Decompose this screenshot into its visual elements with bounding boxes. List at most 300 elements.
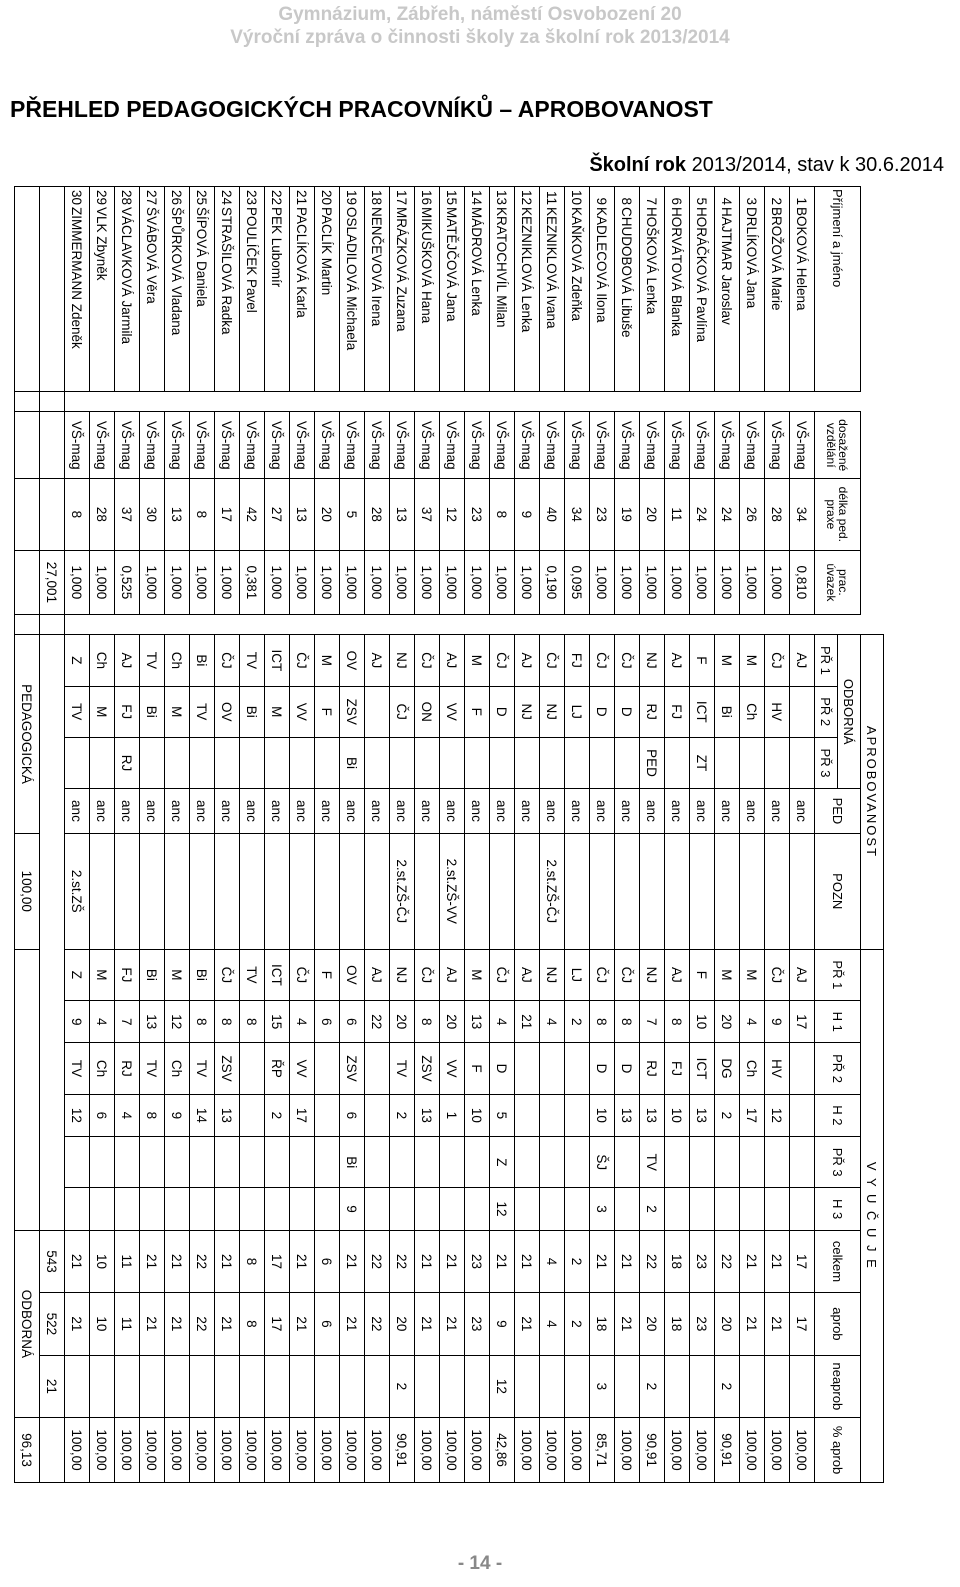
cell-a1: OV [340, 635, 365, 686]
odborna-header: ODBORNÁ [838, 635, 861, 789]
cell-p1: NJ [390, 949, 415, 1000]
cell-aprob: 2 [565, 1293, 590, 1355]
cell-a1: ČJ [415, 635, 440, 686]
cell-p1: ČJ [615, 949, 640, 1000]
cell-edu: VŠ-mag [415, 412, 440, 479]
table-row [590, 187, 615, 1483]
cell-edu: VŠ-mag [715, 412, 740, 479]
cell-pozn [140, 833, 165, 949]
cell-edu: VŠ-mag [215, 412, 240, 479]
cell-a3: RJ [115, 737, 140, 788]
cell-years: 13 [290, 479, 315, 550]
cell-p3 [615, 1137, 640, 1188]
cell-a3 [215, 737, 240, 788]
cell-a2: Bi [240, 686, 265, 737]
cell-celkem: 11 [115, 1230, 140, 1292]
cell-neaprob [315, 1355, 340, 1417]
gap-cell [215, 392, 240, 412]
cell-name [240, 187, 265, 392]
cell-h1: 15 [265, 1001, 290, 1043]
cell-ped: anc [365, 789, 390, 834]
cell-pozn [640, 833, 665, 949]
cell-a3 [590, 737, 615, 788]
cell-p2: ICT [690, 1043, 715, 1094]
cell-p1: AJ [665, 949, 690, 1000]
cell-a2: NJ [515, 686, 540, 737]
gap-cell [265, 615, 290, 635]
summary-odb-value: 96,13 [15, 1418, 40, 1483]
cell-ped: anc [240, 789, 265, 834]
cell-neaprob [515, 1355, 540, 1417]
cell-h3 [240, 1188, 265, 1230]
cell-name [515, 187, 540, 392]
cell-pozn [740, 833, 765, 949]
cell-p1: ČJ [590, 949, 615, 1000]
cell-a2: ČJ [390, 686, 415, 737]
cell-h2 [365, 1094, 390, 1136]
cell-neaprob [65, 1355, 90, 1417]
cell-h2: 13 [690, 1094, 715, 1136]
cell-pozn [590, 833, 615, 949]
col-a3: PŘ 3 [815, 737, 838, 788]
cell-celkem: 4 [540, 1230, 565, 1292]
col-aprob: aprob [815, 1293, 861, 1355]
cell-celkem: 21 [515, 1230, 540, 1292]
cell-p2: RJ [115, 1043, 140, 1094]
cell-neaprob [565, 1355, 590, 1417]
gap-cell [190, 615, 215, 635]
school-year [589, 154, 944, 177]
cell-load: 1,000 [765, 550, 790, 615]
cell-neaprob: 2 [390, 1355, 415, 1417]
gap-cell [590, 615, 615, 635]
cell-p2 [790, 1043, 815, 1094]
teacher-name: MIKUŠKOVÁ Hana [419, 207, 435, 324]
cell-h1: 8 [215, 1001, 240, 1043]
teacher-name: MÁDROVÁ Lenka [469, 207, 485, 316]
summary-ped-value: 100,00 [15, 833, 40, 949]
cell-a1: FJ [565, 635, 590, 686]
cell-name [590, 187, 615, 392]
cell-h3 [540, 1188, 565, 1230]
header-row-mid [838, 187, 861, 1483]
cell-p3 [90, 1137, 115, 1188]
cell-pct: 100,00 [65, 1418, 90, 1483]
cell-a3 [540, 737, 565, 788]
cell-p2: TV [65, 1043, 90, 1094]
cell-pozn [90, 833, 115, 949]
cell-pct: 100,00 [415, 1418, 440, 1483]
cell-pct: 100,00 [365, 1418, 390, 1483]
cell-celkem: 2 [565, 1230, 590, 1292]
cell-a3 [465, 737, 490, 788]
cell-pozn [165, 833, 190, 949]
cell-aprob: 9 [490, 1293, 515, 1355]
table-row [465, 187, 490, 1483]
cell-a2: OV [215, 686, 240, 737]
cell-pct: 100,00 [240, 1418, 265, 1483]
cell-ped: anc [565, 789, 590, 834]
cell-p3 [390, 1137, 415, 1188]
cell-a3 [190, 737, 215, 788]
cell-a3 [140, 737, 165, 788]
cell-load: 1,000 [590, 550, 615, 615]
cell-p2 [540, 1043, 565, 1094]
table-row [115, 187, 140, 1483]
cell-a2: FJ [665, 686, 690, 737]
cell-load: 1,000 [265, 550, 290, 615]
cell-pct: 100,00 [465, 1418, 490, 1483]
cell-pozn [115, 833, 140, 949]
cell-h1: 7 [640, 1001, 665, 1043]
cell-pct: 100,00 [665, 1418, 690, 1483]
cell-a2: TV [190, 686, 215, 737]
cell-a2 [365, 686, 390, 737]
staff-table [14, 186, 884, 1483]
gap-cell [565, 392, 590, 412]
cell-neaprob [340, 1355, 365, 1417]
gap-cell [65, 392, 90, 412]
cell-p3: TV [640, 1137, 665, 1188]
cell-h3 [190, 1188, 215, 1230]
cell-neaprob [365, 1355, 390, 1417]
row-number: 20 [319, 189, 335, 205]
cell-load: 1,000 [340, 550, 365, 615]
cell-a2: LJ [565, 686, 590, 737]
row-number: 30 [69, 189, 85, 205]
cell-pozn [265, 833, 290, 949]
cell-edu: VŠ-mag [615, 412, 640, 479]
cell-aprob: 20 [640, 1293, 665, 1355]
row-number: 22 [269, 189, 285, 205]
cell-neaprob [615, 1355, 640, 1417]
gap-cell [115, 392, 140, 412]
cell-a1: M [315, 635, 340, 686]
cell-edu: VŠ-mag [365, 412, 390, 479]
gap-cell [515, 392, 540, 412]
teacher-name: KADLECOVÁ Ilona [594, 207, 610, 323]
cell-p2: VV [440, 1043, 465, 1094]
cell-a1: ČJ [765, 635, 790, 686]
cell-h3 [740, 1188, 765, 1230]
cell-years: 34 [790, 479, 815, 550]
cell-h3 [215, 1188, 240, 1230]
cell-p3: Z [490, 1137, 515, 1188]
cell-h3 [390, 1188, 415, 1230]
cell-h1: 8 [415, 1001, 440, 1043]
cell-neaprob [90, 1355, 115, 1417]
cell-load: 0,525 [115, 550, 140, 615]
row-number: 24 [219, 189, 235, 205]
cell-celkem: 6 [315, 1230, 340, 1292]
cell-ped: anc [765, 789, 790, 834]
table-row [690, 187, 715, 1483]
cell-ped: anc [490, 789, 515, 834]
cell-a3 [565, 737, 590, 788]
cell-pozn [615, 833, 640, 949]
cell-p1: M [90, 949, 115, 1000]
cell-pozn [765, 833, 790, 949]
cell-name [90, 187, 115, 392]
gap-cell [790, 615, 815, 635]
cell-celkem: 22 [190, 1230, 215, 1292]
row-number: 25 [194, 189, 210, 205]
cell-ped: anc [415, 789, 440, 834]
cell-p2: Ch [740, 1043, 765, 1094]
cell-ped: anc [340, 789, 365, 834]
cell-aprob: 21 [765, 1293, 790, 1355]
cell-h3: 12 [490, 1188, 515, 1230]
cell-p1: NJ [540, 949, 565, 1000]
table-row [340, 187, 365, 1483]
cell-ped: anc [590, 789, 615, 834]
gap-cell [690, 392, 715, 412]
table-row [790, 187, 815, 1483]
cell-p3 [240, 1137, 265, 1188]
cell-aprob: 17 [790, 1293, 815, 1355]
cell-h2: 10 [665, 1094, 690, 1136]
gap-cell [415, 392, 440, 412]
rotated-table [19, 186, 884, 1483]
cell-years: 12 [440, 479, 465, 550]
cell-pct: 100,00 [540, 1418, 565, 1483]
row-number: 1 [794, 197, 810, 205]
cell-neaprob [765, 1355, 790, 1417]
cell-h1: 2 [565, 1001, 590, 1043]
cell-p3 [765, 1137, 790, 1188]
summary-ped-label: PEDAGOGICKÁ [15, 635, 40, 833]
teacher-name: CHUDOBOVÁ Libuše [619, 207, 635, 338]
cell-h1: 17 [790, 1001, 815, 1043]
cell-load: 1,000 [640, 550, 665, 615]
col-v-pr3: PŘ 3 [815, 1137, 861, 1188]
gap-cell [715, 392, 740, 412]
table-row [65, 187, 90, 1483]
row-number: 14 [469, 189, 485, 205]
cell-ped: anc [140, 789, 165, 834]
cell-ped: anc [515, 789, 540, 834]
row-number: 12 [519, 189, 535, 205]
cell-a1: AJ [790, 635, 815, 686]
cell-pozn [665, 833, 690, 949]
cell-pct: 100,00 [565, 1418, 590, 1483]
cell-p2: D [615, 1043, 640, 1094]
cell-h3 [165, 1188, 190, 1230]
row-number: 3 [744, 197, 760, 205]
cell-p3 [190, 1137, 215, 1188]
cell-p1: FJ [115, 949, 140, 1000]
cell-years: 20 [315, 479, 340, 550]
cell-pct: 90,91 [640, 1418, 665, 1483]
cell-h2: 13 [640, 1094, 665, 1136]
cell-neaprob [115, 1355, 140, 1417]
cell-p2: Ch [165, 1043, 190, 1094]
cell-ped: anc [165, 789, 190, 834]
cell-aprob: 21 [65, 1293, 90, 1355]
cell-years: 8 [190, 479, 215, 550]
cell-p3 [465, 1137, 490, 1188]
cell-p1: M [465, 949, 490, 1000]
cell-years: 5 [340, 479, 365, 550]
cell-h2: 9 [165, 1094, 190, 1136]
gap-cell [140, 392, 165, 412]
table-row [290, 187, 315, 1483]
cell-h3 [415, 1188, 440, 1230]
cell-a2: Bi [715, 686, 740, 737]
table-row [765, 187, 790, 1483]
cell-load: 1,000 [440, 550, 465, 615]
cell-p2: FJ [665, 1043, 690, 1094]
table-row [440, 187, 465, 1483]
cell-celkem: 22 [390, 1230, 415, 1292]
cell-a3 [415, 737, 440, 788]
cell-years: 30 [140, 479, 165, 550]
cell-a2: VV [290, 686, 315, 737]
cell-name [415, 187, 440, 392]
col-pozn: POZN [815, 833, 861, 949]
cell-h2 [540, 1094, 565, 1136]
cell-years: 28 [765, 479, 790, 550]
cell-p3 [65, 1137, 90, 1188]
cell-name [440, 187, 465, 392]
cell-aprob: 21 [290, 1293, 315, 1355]
cell-a3 [740, 737, 765, 788]
cell-h2 [240, 1094, 265, 1136]
gap-cell [590, 392, 615, 412]
cell-celkem: 21 [615, 1230, 640, 1292]
gap-cell [215, 615, 240, 635]
cell-a3: PED [640, 737, 665, 788]
cell-p1: AJ [440, 949, 465, 1000]
cell-load: 1,000 [740, 550, 765, 615]
cell-pozn [490, 833, 515, 949]
gap-cell [415, 615, 440, 635]
cell-pct: 100,00 [190, 1418, 215, 1483]
table-row [140, 187, 165, 1483]
cell-a1: Z [65, 635, 90, 686]
gap-cell [165, 392, 190, 412]
cell-a2: ZSV [340, 686, 365, 737]
cell-pozn: 2.st.ZŠ-VV [440, 833, 465, 949]
teacher-name: KEZNIKLOVÁ Lenka [519, 207, 535, 333]
cell-edu: VŠ-mag [540, 412, 565, 479]
cell-name [315, 187, 340, 392]
table-row [515, 187, 540, 1483]
cell-pct: 100,00 [790, 1418, 815, 1483]
cell-p3 [365, 1137, 390, 1188]
cell-ped: anc [715, 789, 740, 834]
cell-h3 [290, 1188, 315, 1230]
cell-aprob: 21 [615, 1293, 640, 1355]
cell-h3 [365, 1188, 390, 1230]
cell-aprob: 22 [190, 1293, 215, 1355]
cell-p2: DG [715, 1043, 740, 1094]
header-row-top [861, 187, 884, 1483]
cell-name [740, 187, 765, 392]
gap-cell [465, 392, 490, 412]
cell-h2: 14 [190, 1094, 215, 1136]
cell-pct: 90,91 [390, 1418, 415, 1483]
table-row [540, 187, 565, 1483]
cell-edu: VŠ-mag [265, 412, 290, 479]
cell-h2: 6 [340, 1094, 365, 1136]
cell-edu: VŠ-mag [340, 412, 365, 479]
cell-ped: anc [540, 789, 565, 834]
gap-cell [315, 615, 340, 635]
cell-celkem: 21 [490, 1230, 515, 1292]
table-row [315, 187, 340, 1483]
teacher-name: BOKOVÁ Helena [794, 207, 810, 311]
cell-celkem: 22 [640, 1230, 665, 1292]
cell-p2 [565, 1043, 590, 1094]
cell-p3 [440, 1137, 465, 1188]
cell-a3 [390, 737, 415, 788]
cell-a2: D [615, 686, 640, 737]
teacher-name: VÁCLAVKOVÁ Jarmila [119, 207, 135, 345]
cell-name [490, 187, 515, 392]
cell-years: 8 [65, 479, 90, 550]
cell-h2: 6 [90, 1094, 115, 1136]
cell-edu: VŠ-mag [190, 412, 215, 479]
table-row [265, 187, 290, 1483]
total-aprob: 522 [40, 1293, 65, 1355]
cell-p1: M [715, 949, 740, 1000]
gap-cell [290, 392, 315, 412]
cell-p3: ŠJ [590, 1137, 615, 1188]
row-number: 18 [369, 189, 385, 205]
cell-p3 [715, 1137, 740, 1188]
cell-celkem: 22 [715, 1230, 740, 1292]
cell-p3 [565, 1137, 590, 1188]
cell-h3 [140, 1188, 165, 1230]
cell-h3 [690, 1188, 715, 1230]
cell-celkem: 21 [415, 1230, 440, 1292]
cell-a1: ČJ [215, 635, 240, 686]
col-years: délka ped. praxe [815, 479, 861, 550]
gap-cell [665, 615, 690, 635]
cell-years: 28 [90, 479, 115, 550]
gap-cell [365, 615, 390, 635]
cell-a3 [615, 737, 640, 788]
cell-edu: VŠ-mag [590, 412, 615, 479]
cell-load: 1,000 [665, 550, 690, 615]
cell-p2 [515, 1043, 540, 1094]
cell-a1: Bi [190, 635, 215, 686]
cell-h1: 4 [740, 1001, 765, 1043]
cell-pct: 100,00 [765, 1418, 790, 1483]
cell-celkem: 17 [265, 1230, 290, 1292]
cell-p2: ŘP [265, 1043, 290, 1094]
cell-name [340, 187, 365, 392]
cell-p1: ČJ [215, 949, 240, 1000]
cell-pozn [415, 833, 440, 949]
cell-pozn [190, 833, 215, 949]
cell-p3 [415, 1137, 440, 1188]
cell-p1: ČJ [290, 949, 315, 1000]
cell-aprob: 21 [215, 1293, 240, 1355]
cell-years: 26 [740, 479, 765, 550]
cell-h1: 9 [765, 1001, 790, 1043]
cell-a3 [515, 737, 540, 788]
teacher-name: HORVÁTOVÁ Blanka [669, 207, 685, 337]
gap-cell [540, 392, 565, 412]
cell-aprob: 6 [315, 1293, 340, 1355]
cell-years: 19 [615, 479, 640, 550]
gap-cell [765, 392, 790, 412]
cell-p3 [115, 1137, 140, 1188]
row-number: 19 [344, 189, 360, 205]
cell-a3 [440, 737, 465, 788]
